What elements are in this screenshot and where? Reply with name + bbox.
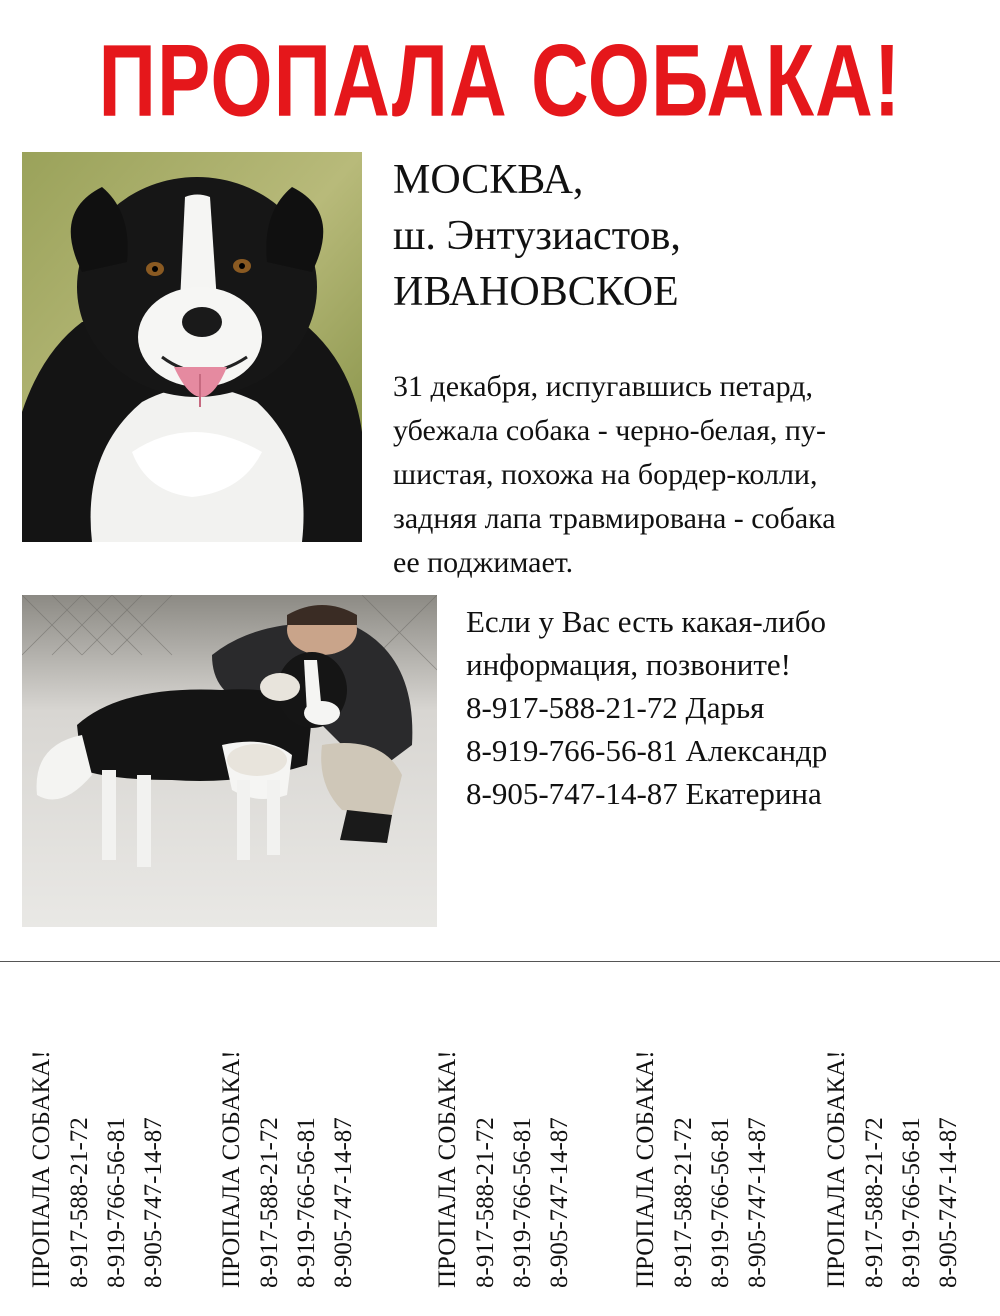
tab-phone: 8-919-766-56-81 xyxy=(707,1117,734,1288)
tab-title: ПРОПАЛА СОБАКА! xyxy=(434,1050,461,1288)
address-city: МОСКВА, xyxy=(393,157,584,203)
tab-phone: 8-919-766-56-81 xyxy=(898,1117,925,1288)
tab-phone: 8-917-588-21-72 xyxy=(472,1117,499,1288)
tab-phone: 8-905-747-14-87 xyxy=(546,1117,573,1288)
tab-phone: 8-917-588-21-72 xyxy=(861,1117,888,1288)
address-district: ИВАНОВСКОЕ xyxy=(393,269,679,315)
story-line: ее поджимает. xyxy=(393,546,574,579)
story-line: убежала собака - черно-белая, пу- xyxy=(393,414,826,447)
contact-name: Александр xyxy=(685,733,828,768)
contact-phone: 8-917-588-21-72 xyxy=(466,690,678,725)
contact-name: Екатерина xyxy=(685,776,822,811)
tab-phone: 8-917-588-21-72 xyxy=(256,1117,283,1288)
tab-phone: 8-917-588-21-72 xyxy=(670,1117,697,1288)
contact-block xyxy=(466,600,827,815)
contact-phone-row xyxy=(466,729,827,772)
tear-off-divider xyxy=(0,961,1000,962)
story-line: задняя лапа травмирована - собака xyxy=(393,502,836,535)
contact-phone: 8-905-747-14-87 xyxy=(466,776,678,811)
contact-phone-row xyxy=(466,686,827,729)
contact-name: Дарья xyxy=(685,690,765,725)
contact-phone: 8-919-766-56-81 xyxy=(466,733,678,768)
dog-portrait-photo xyxy=(22,152,362,542)
tab-title: ПРОПАЛА СОБАКА! xyxy=(823,1050,850,1288)
contact-intro-line: Если у Вас есть какая-либо xyxy=(466,604,827,639)
contact-phone-row xyxy=(466,772,827,815)
dog-with-owner-photo xyxy=(22,595,437,927)
address-block xyxy=(393,152,681,320)
tab-title: ПРОПАЛА СОБАКА! xyxy=(218,1050,245,1288)
tab-phone: 8-905-747-14-87 xyxy=(330,1117,357,1288)
story-line: 31 декабря, испугавшись петард, xyxy=(393,370,813,403)
tab-phone: 8-905-747-14-87 xyxy=(744,1117,771,1288)
tab-phone: 8-905-747-14-87 xyxy=(140,1117,167,1288)
tab-phone: 8-919-766-56-81 xyxy=(293,1117,320,1288)
tab-phone: 8-917-588-21-72 xyxy=(66,1117,93,1288)
story-text xyxy=(393,365,983,585)
tab-title: ПРОПАЛА СОБАКА! xyxy=(28,1050,55,1288)
address-street: ш. Энтузиастов, xyxy=(393,213,681,259)
contact-intro-line: информация, позвоните! xyxy=(466,647,791,682)
tab-phone: 8-919-766-56-81 xyxy=(509,1117,536,1288)
tab-phone: 8-919-766-56-81 xyxy=(103,1117,130,1288)
story-line: шистая, похожа на бордер-колли, xyxy=(393,458,818,491)
tab-phone: 8-905-747-14-87 xyxy=(935,1117,962,1288)
page-title: ПРОПАЛА СОБАКА! xyxy=(98,23,902,138)
tab-title: ПРОПАЛА СОБАКА! xyxy=(632,1050,659,1288)
